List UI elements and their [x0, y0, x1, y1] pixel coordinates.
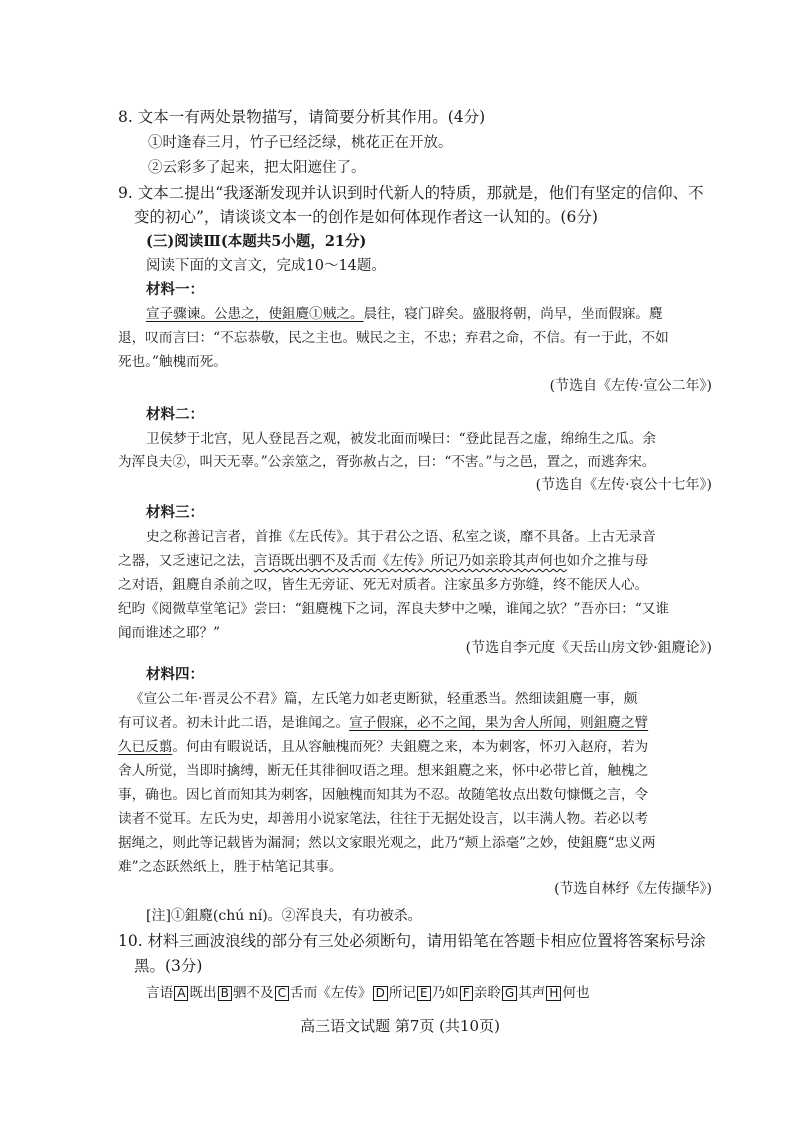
material-2-source: (节选自《左传·哀公十七年》) — [535, 477, 712, 493]
material-2-line-1: 卫侯梦于北宫，见人登昆吾之观，被发北面而噪曰：“登此昆吾之虚，绵绵生之瓜。余 — [146, 431, 656, 447]
question-10-line-2: 黑。(3分) — [134, 957, 203, 975]
option-segment: 所记 — [388, 985, 416, 1001]
option-box-g[interactable]: G — [502, 986, 517, 1001]
material-3-line-2 — [118, 551, 648, 571]
option-box-c[interactable]: C — [275, 986, 289, 1001]
option-segment: 何也 — [562, 985, 590, 1001]
question-8-stem: 8. 文本一有两处景物描写，请简要分析其作用。(4分) — [118, 108, 486, 126]
material-1-line-2: 退，叹而言曰：“不忘恭敬，民之主也。贼民之主，不忠；弃君之命，不信。有一于此，不如 — [118, 330, 669, 346]
material-4-line-3 — [118, 737, 648, 757]
material-4-source: (节选自林纾《左传撷华》) — [554, 881, 712, 897]
material-4-line-1: 《宣公二年·晋灵公不君》篇，左氏笔力如老吏断狱，轻重悉当。然细读鉏麑一事，颇 — [130, 691, 638, 707]
question-10-line-1: 10. 材料三画波浪线的部分有三处必须断句，请用铅笔在答题卡相应位置将答案标号涂 — [118, 932, 706, 950]
option-segment: 驷不及 — [232, 985, 274, 1001]
option-box-f[interactable]: F — [460, 986, 473, 1001]
material-1-line-3: 死也。”触槐而死。 — [118, 354, 227, 370]
material-4-line-2 — [118, 713, 648, 733]
option-box-d[interactable]: D — [373, 986, 388, 1001]
option-box-b[interactable]: B — [218, 986, 232, 1001]
option-segment: 既出 — [189, 985, 217, 1001]
material-3-line-2-start: 之器，又乏速记之法， — [118, 553, 254, 569]
material-1-line-1-rest: 晨往，寝门辟矣。盛服将朝，尚早，坐而假寐。麑 — [363, 306, 663, 322]
material-2-heading: 材料二： — [146, 406, 204, 423]
option-segment: 其声 — [518, 985, 546, 1001]
material-3-line-2-end: 如介之推与母 — [566, 553, 649, 569]
material-4-line-6: 读者不觉耳。左氏为史，却善用小说家笔法，往往于无据处设言，以丰满人物。若必以考 — [118, 811, 649, 827]
material-4-line-2-start: 有可议者。初未计此二语，是谁闻之。 — [118, 715, 350, 731]
question-9-line-2: 变的初心”，请谈谈文本一的创作是如何体现作者这一认知的。(6分) — [134, 208, 598, 226]
material-4-heading: 材料四： — [146, 666, 204, 683]
section-title: (三)阅读Ⅲ(本题共5小题，21分) — [146, 233, 367, 250]
material-4-line-8: 难”之态跃然纸上，胜于枯笔记其事。 — [118, 859, 343, 875]
material-3-line-3: 之对语，鉏麑自杀前之叹，皆生无旁证、死无对质者。注家虽多方弥缝，终不能厌人心。 — [118, 577, 649, 593]
material-4-line-4: 舍人所觉，当即时擒缚，断无任其徘徊叹语之理。想来鉏麑之来，怀中必带匕首，触槐之 — [118, 763, 649, 779]
material-1-heading: 材料一： — [146, 281, 204, 298]
material-2-line-2: 为浑良夫②，叫天无辜。”公亲筮之，胥弥赦占之，曰：“不害。”与之邑，置之，而逃奔宋。 — [118, 454, 656, 470]
option-box-a[interactable]: A — [174, 986, 188, 1001]
option-segment: 言语 — [146, 985, 174, 1001]
material-4-underlined-2: 久已反翦 — [118, 739, 173, 755]
material-4-line-7: 据绳之，则此等记载皆为漏洞；然以文家眼光观之，此乃“颊上添毫”之妙，使鉏麑“忠义两 — [118, 835, 656, 851]
question-8-item-2: ②云彩多了起来，把太阳遮住了。 — [148, 160, 366, 176]
option-segment: 亲聆 — [473, 985, 501, 1001]
question-9-line-1: 9. 文本二提出“我逐渐发现并认识到时代新人的特质，那就是，他们有坚定的信仰、不 — [118, 184, 704, 202]
question-8-item-1: ①时逢春三月，竹子已经泛绿，桃花正在开放。 — [148, 135, 453, 151]
option-segment: 舌而《左传》 — [290, 985, 372, 1001]
option-segment: 乃如 — [431, 985, 459, 1001]
question-10-options — [146, 983, 590, 1003]
option-box-h[interactable]: H — [546, 986, 561, 1001]
material-4-line-3-rest: 。何由有暇说话，且从容触槐而死？夫鉏麑之来，本为刺客，怀刃入赵府，若为 — [172, 739, 649, 755]
material-3-wavy-line: 言语既出驷不及舌而《左传》所记乃如亲聆其声何也 — [253, 553, 567, 569]
material-3-heading: 材料三： — [146, 504, 204, 521]
page-footer: 高三语文试题 第7页 (共10页) — [300, 1017, 500, 1035]
footnote: [注]①鉏麑(chú ní)。②浑良夫，有功被杀。 — [146, 908, 422, 924]
option-box-e[interactable]: E — [417, 986, 431, 1001]
material-1-line-1 — [146, 304, 663, 324]
material-4-line-5: 事，确也。因匕首而知其为刺客，因触槐而知其为不忍。故随笔妆点出数句慷慨之言，令 — [118, 787, 649, 803]
material-3-line-5: 闻而谁述之耶？” — [118, 625, 221, 641]
material-3-line-1: 史之称善记言者，首推《左氏传》。其于君公之语、私室之谈，靡不具备。上古无录音 — [146, 529, 656, 545]
material-3-line-4: 纪昀《阅微草堂笔记》尝曰：“鉏麑槐下之词，浑良夫梦中之噪，谁闻之欤？”吾亦曰：“又谁 — [118, 601, 670, 617]
material-4-underlined-1: 宣子假寐，必不之闻，果为舍人所闻，则鉏麑之臂 — [349, 715, 649, 731]
material-3-source: (节选自李元度《天岳山房文钞·鉏麑论》) — [465, 640, 712, 656]
material-1-underlined: 宣子骤谏。公患之，使鉏麑①贼之。 — [146, 306, 364, 322]
section-instruction: 阅读下面的文言文，完成10～14题。 — [146, 258, 386, 274]
material-1-source: (节选自《左传·宣公二年》) — [549, 378, 712, 394]
